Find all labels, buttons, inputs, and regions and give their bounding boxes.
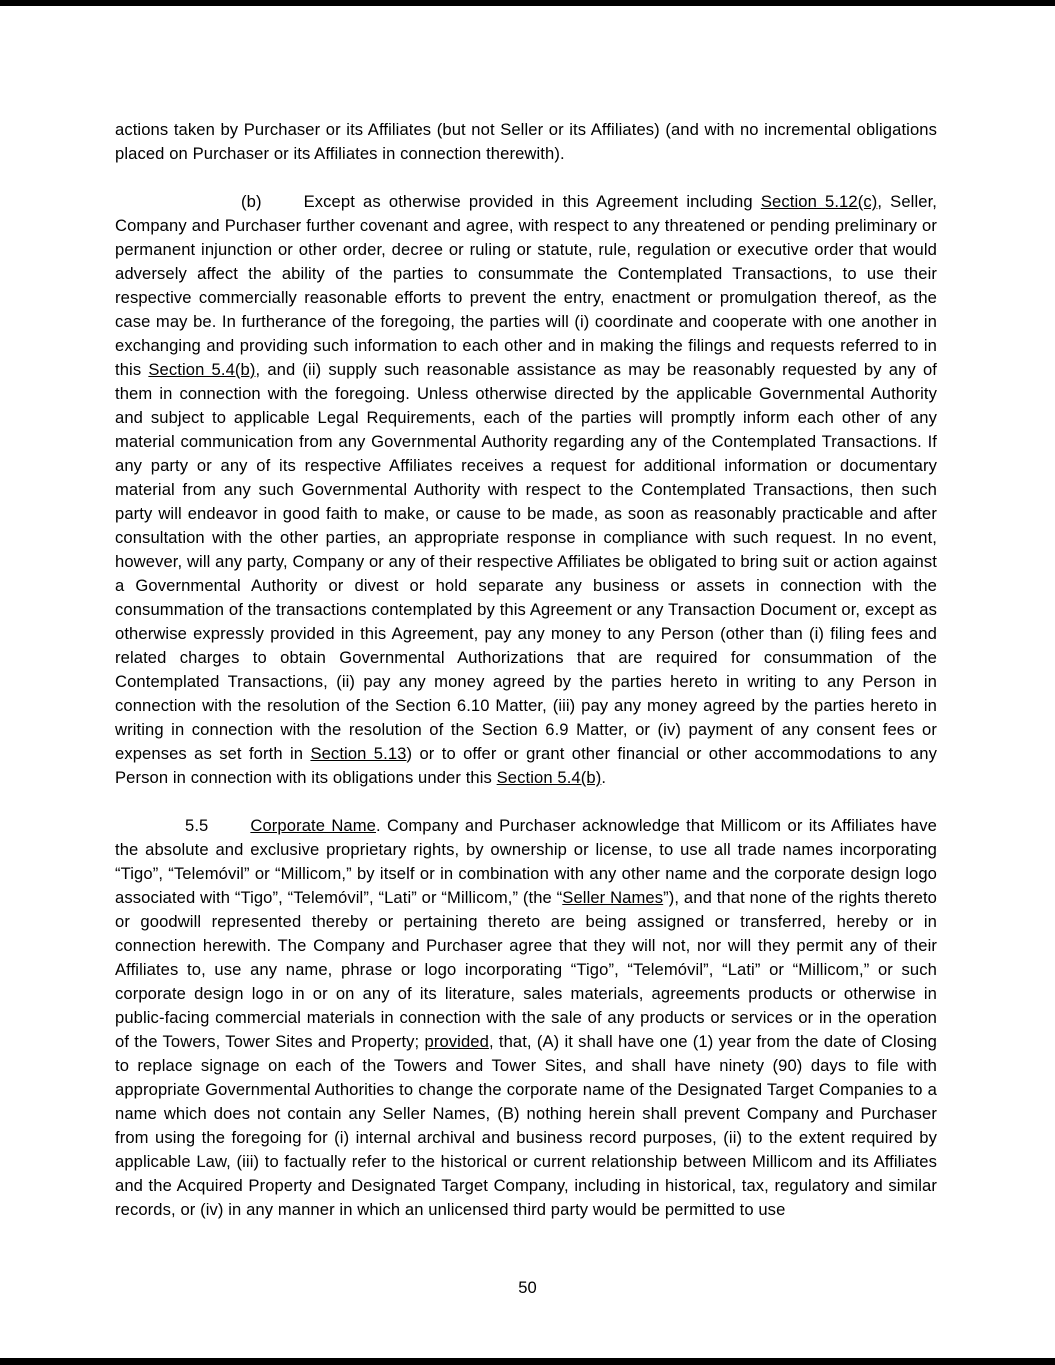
page-number: 50	[518, 1278, 537, 1297]
text-run: actions taken by Purchaser or its Affiliates (but not Seller or its Affiliates) (and with no incremental obligations placed on Purchaser or its Affiliates in connection therewith).	[115, 120, 937, 163]
scan-edge-bottom	[0, 1358, 1055, 1365]
text-run: , Seller, Company and Purchaser further covenant and agree, with respect to any threatened or pending preliminary or permanent injunction or other order, decree or ruling or statute, rule, regulation or executive order that would adversely affect the ability of the parties to consummate the Contemplated Transactions, to use their respective commercially reasonable efforts to prevent the entry, enactment or promulgation thereof, as the case may be. In furtherance of the foregoing, the parties will (i) coordinate and cooperate with one another in exchanging and providing such information to each other and in making the filings and requests referred to in this	[115, 192, 938, 379]
underlined-text-run: Corporate Name	[250, 816, 376, 835]
text-run: ”), and that none of the rights thereto or goodwill represented thereby or pertaining thereto are being assigned or transferred, hereby or in connection herewith. The Company and Purchaser agree that they will not, nor will they permit any of their Affiliates to, use any name, phrase or logo incorporating “Tigo”, “Telemóvil”, “Lati” or “Millicom,” or such corporate design logo in or on any of its literature, sales materials, agreements products or otherwise in public-facing commercial materials in connection with the sale of any products or services or in the operation of the Towers, Tower Sites and Property;	[115, 888, 937, 1051]
text-run: . Company and Purchaser acknowledge that Millicom or its Affiliates have the absolute and exclusive proprietary rights, by ownership or license, to use all trade names incorporating “Tigo”, “Telemóvil” or “Millicom,” by itself or in combination with any other name and the corporate design logo associated with “Tigo”, “Telemóvil”, “Lati” or “Millicom,” (the “	[115, 816, 937, 907]
underlined-text-run: Section 5.13	[310, 744, 407, 763]
text-run: ) or to offer or grant other financial or other accommodations to any Person in connection with its obligations under this	[115, 744, 937, 787]
underlined-text-run: Section 5.12(c)	[760, 192, 878, 211]
paragraph-section-b	[115, 190, 937, 790]
text-run: , that, (A) it shall have one (1) year from the date of Closing to replace signage on each of the Towers and Tower Sites, and shall have ninety (90) days to file with appropriate Governmental Authorities to change the corporate name of the Designated Target Companies to a name which does not contain any Seller Names, (B) nothing herein shall prevent Company and Purchaser from using the foregoing for (i) internal archival and business record purposes, (ii) to the extent required by applicable Law, (iii) to factually refer to the historical or current relationship between Millicom and its Affiliates and the Acquired Property and Designated Target Company, including in historical, tax, regulatory and similar records, or (iv) in any manner in which an unlicensed third party would be permitted to use	[115, 1032, 938, 1219]
text-run: (b)	[241, 192, 262, 211]
text-run: 5.5	[185, 816, 209, 835]
underlined-text-run: Section 5.4(b)	[496, 768, 602, 787]
underlined-text-run: Section 5.4(b)	[148, 360, 256, 379]
paragraph-continuation	[115, 118, 937, 166]
paragraph-section-5-5-corporate-name	[115, 814, 937, 1222]
text-run: , and (ii) supply such reasonable assistance as may be reasonably requested by any of them in connection with the foregoing. Unless otherwise directed by the applicable Governmental Authority and subject to applicable Legal Requirements, each of the parties will promptly inform each other of any material communication from any Governmental Authority regarding any of the Contemplated Transactions. If any party or any of its respective Affiliates receives a request for additional information or documentary material from any such Governmental Authority with respect to the Contemplated Transactions, then such party will endeavor in good faith to make, or cause to be made, as soon as reasonably practicable and after consultation with the other parties, an appropriate response in compliance with such request. In no event, however, will any party, Company or any of their respective Affiliates be obligated to bring suit or action against a Governmental Authority or divest or hold separate any business or assets in connection with the consummation of the transactions contemplated by this Agreement or any Transaction Document or, except as otherwise expressly provided in this Agreement, pay any money to any Person (other than (i) filing fees and related charges to obtain Governmental Authorizations that are required for consummation of the Contemplated Transactions, (ii) pay any money agreed by the parties hereto in writing to any Person in connection with the resolution of the Section 6.10 Matter, (iii) pay any money agreed by the parties hereto in writing in connection with the resolution of the Section 6.9 Matter, or (iv) payment of any consent fees or expenses as set forth in	[115, 360, 937, 763]
scan-edge-top	[0, 0, 1055, 6]
document-page-body	[115, 118, 937, 1222]
underlined-text-run: Seller Names	[562, 888, 664, 907]
text-run: .	[601, 768, 607, 787]
text-run: Except as otherwise provided in this Agreement including	[303, 192, 761, 211]
underlined-text-run: provided	[424, 1032, 489, 1051]
